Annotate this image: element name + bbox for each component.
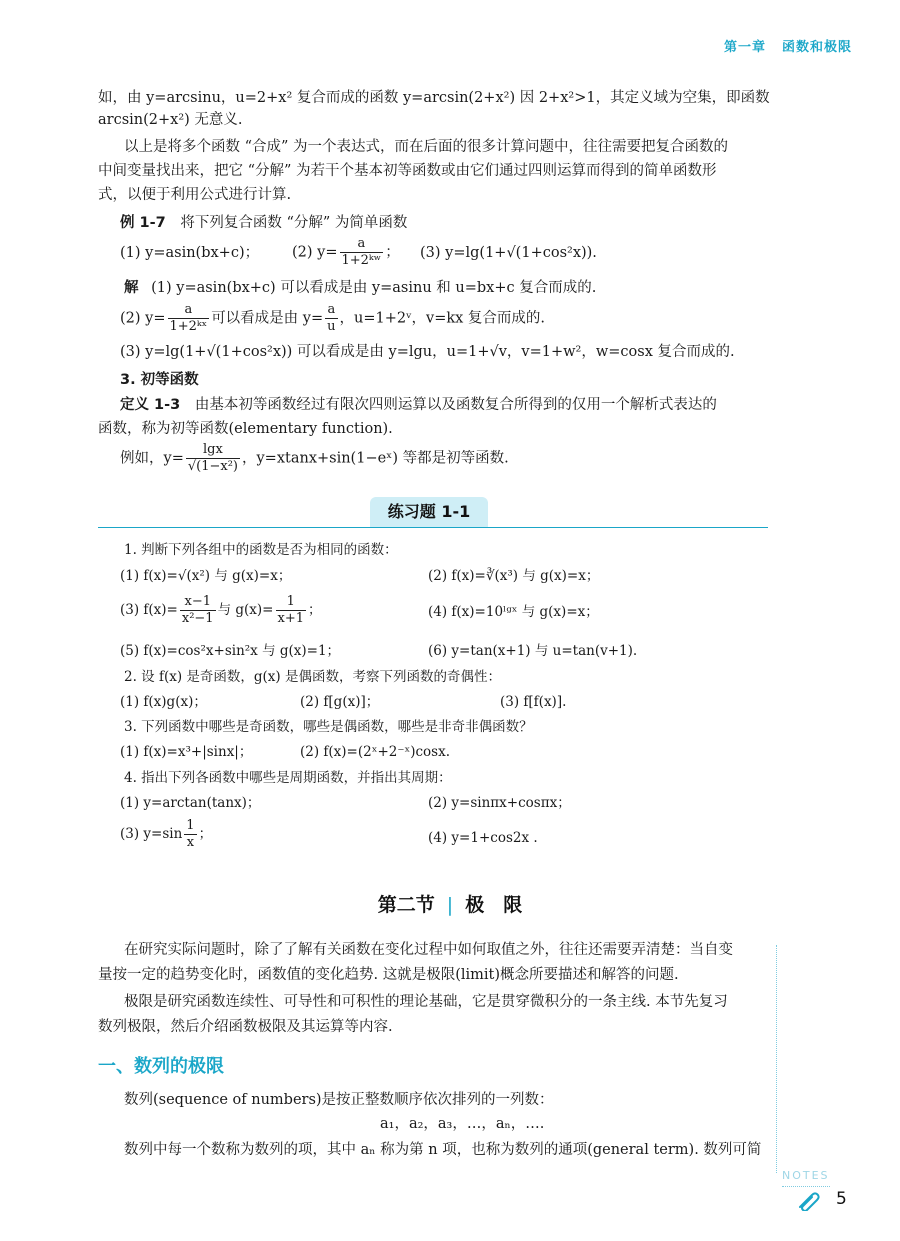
exercise-item: (2) f(x)=∛(x³) 与 g(x)=x； xyxy=(428,568,600,584)
numerator: a xyxy=(168,302,210,319)
exercise-item: (1) y=arctan(tanx)； xyxy=(120,795,261,811)
example-text: 将下列复合函数 “分解” 为简单函数 xyxy=(180,215,408,231)
denominator: 1+2ᵏʷ xyxy=(341,253,382,268)
example-prefix: 例如，y= xyxy=(120,450,184,467)
section-divider: | xyxy=(446,894,454,916)
example-item-2-prefix: (2) y= xyxy=(292,244,338,261)
exercise-question: 3. 下列函数中哪些是奇函数，哪些是偶函数，哪些是非奇非偶函数？ xyxy=(124,719,533,735)
definition-text: 由基本初等函数经过有限次四则运算以及函数复合所得到的仅用一个解析式表达的 xyxy=(194,397,717,413)
exercise-item: (1) f(x)=√(x²) 与 g(x)=x； xyxy=(120,568,292,584)
definition-line-2: 函数，称为初等函数(elementary function). xyxy=(98,421,393,437)
solution-2-suffix: ，u=1+2ᵛ，v=kx 复合而成的. xyxy=(339,310,546,327)
solution-2-prefix: (2) y= xyxy=(120,310,166,327)
exercise-divider xyxy=(98,527,768,528)
denominator: u xyxy=(327,319,336,334)
exercise-item: (1) f(x)=x³+|sinx|； xyxy=(120,744,253,760)
example-item-3: (3) y=lg(1+√(1+cos²x)). xyxy=(420,245,597,261)
exercise-question: 1. 判断下列各组中的函数是否为相同的函数： xyxy=(124,542,398,558)
sequence-formula: a₁，a₂，a₃，…，aₙ，…. xyxy=(380,1116,545,1132)
solution-line-1 xyxy=(124,278,596,298)
solution-label: 解 xyxy=(124,280,139,296)
exercise-item-suffix: ； xyxy=(198,826,213,842)
denominator: x+1 xyxy=(277,611,304,626)
exercise-question: 4. 指出下列各函数中哪些是周期函数，并指出其周期： xyxy=(124,770,452,786)
exercise-item: (1) f(x)g(x)； xyxy=(120,694,207,710)
fraction xyxy=(325,302,337,335)
section-title xyxy=(0,890,900,917)
paperclip-icon xyxy=(796,1189,822,1215)
example-item-2 xyxy=(292,236,400,269)
notes-margin-line xyxy=(776,945,777,1173)
notes-underline xyxy=(782,1186,830,1187)
solution-line-3: (3) y=lg(1+√(1+cos²x)) 可以看成是由 y=lgu，u=1+√v，v=1+w²，w=cosx 复合而成的. xyxy=(120,344,735,360)
exercise-item-prefix: (3) y=sin xyxy=(120,826,183,842)
solution-text: (1) y=asin(bx+c) 可以看成是由 y=asinu 和 u=bx+c 复合而成的. xyxy=(151,280,597,296)
numerator: a xyxy=(340,236,384,253)
paragraph-line: 数列极限，然后介绍函数极限及其运算等内容. xyxy=(98,1019,393,1035)
exercise-item-prefix: (3) f(x)= xyxy=(120,602,178,618)
page-number: 5 xyxy=(836,1189,847,1209)
example-suffix: ，y=xtanx+sin(1−eˣ) 等都是初等函数. xyxy=(241,450,509,467)
fraction xyxy=(186,442,240,475)
solution-line-2 xyxy=(120,302,545,335)
example-item-2-suffix: ； xyxy=(385,244,400,261)
example-line xyxy=(120,442,509,475)
example-item-1: (1) y=asin(bx+c)； xyxy=(120,245,260,261)
denominator: √(1−x²) xyxy=(187,459,238,474)
numerator: 1 xyxy=(276,594,307,611)
section-number: 第二节 xyxy=(377,894,435,916)
paragraph-line: 式，以便于利用公式进行计算. xyxy=(98,187,292,203)
chapter-label: 第一章 xyxy=(723,40,766,55)
denominator: x xyxy=(186,835,195,850)
running-header xyxy=(708,36,852,55)
exercise-item: (2) y=sinπx+cosπx； xyxy=(428,795,571,811)
numerator: a xyxy=(325,302,337,319)
exercise-item: (3) f[f(x)]. xyxy=(500,694,567,710)
paragraph-line: 极限是研究函数连续性、可导性和可积性的理论基础，它是贯穿微积分的一条主线. 本节先复习 xyxy=(124,994,728,1010)
chapter-title: 函数和极限 xyxy=(781,40,852,55)
fraction xyxy=(168,302,210,335)
definition-line-1 xyxy=(120,395,717,415)
exercise-title: 练习题 1-1 xyxy=(370,497,488,527)
paragraph-line: 中间变量找出来，把它 “分解” 为若干个基本初等函数或由它们通过四则运算而得到的简单函数形 xyxy=(98,163,717,179)
exercise-item: (5) f(x)=cos²x+sin²x 与 g(x)=1； xyxy=(120,643,341,659)
paragraph-line: 如，由 y=arcsinu，u=2+x² 复合而成的函数 y=arcsin(2+x²) 因 2+x²>1，其定义域为空集，即函数 xyxy=(98,90,770,106)
exercise-item: (6) y=tan(x+1) 与 u=tan(v+1). xyxy=(428,643,638,659)
fraction xyxy=(184,818,196,851)
fraction xyxy=(276,594,307,627)
fraction xyxy=(180,594,216,627)
exercise-item xyxy=(120,594,322,627)
subsection-title: 一、数列的极限 xyxy=(98,1056,224,1077)
exercise-item xyxy=(120,818,212,851)
paragraph-line: 数列(sequence of numbers)是按正整数顺序依次排列的一列数： xyxy=(124,1092,554,1108)
subsection-heading: 3. 初等函数 xyxy=(120,372,199,388)
paragraph-line: 数列中每一个数称为数列的项，其中 aₙ 称为第 n 项，也称为数列的通项(general term). 数列可简 xyxy=(124,1142,762,1158)
exercise-item: (2) f[g(x)]； xyxy=(300,694,380,710)
notes-label: NOTES xyxy=(782,1169,830,1182)
exercise-item: (2) f(x)=(2ˣ+2⁻ˣ)cosx. xyxy=(300,744,450,760)
paragraph-line: arcsin(2+x²) 无意义. xyxy=(98,112,243,128)
definition-label: 定义 1-3 xyxy=(120,397,181,413)
solution-2-middle: 可以看成是由 y= xyxy=(211,310,324,327)
paragraph-line: 以上是将多个函数 “合成” 为一个表达式，而在后面的很多计算问题中，往往需要把复合函数的 xyxy=(124,139,729,155)
section-name: 极 限 xyxy=(465,894,523,916)
numerator: x−1 xyxy=(180,594,216,611)
fraction xyxy=(340,236,384,269)
denominator: x²−1 xyxy=(181,611,214,626)
exercise-item-middle: 与 g(x)= xyxy=(217,602,274,618)
paragraph-line: 在研究实际问题时，除了了解有关函数在变化过程中如何取值之外，往往还需要弄清楚：当自变 xyxy=(124,942,733,958)
exercise-item-suffix: ； xyxy=(308,602,322,618)
paragraph-line: 量按一定的趋势变化时，函数值的变化趋势. 这就是极限(limit)概念所要描述和解答的问题. xyxy=(98,967,679,983)
numerator: 1 xyxy=(186,818,195,833)
numerator: lgx xyxy=(186,442,240,459)
example-heading xyxy=(120,213,407,233)
exercise-item: (4) f(x)=10ˡᵍˣ 与 g(x)=x； xyxy=(428,604,599,620)
exercise-item: (4) y=1+cos2x . xyxy=(428,830,538,846)
exercise-question: 2. 设 f(x) 是奇函数，g(x) 是偶函数，考察下列函数的奇偶性： xyxy=(124,669,501,685)
denominator: 1+2ᵏˣ xyxy=(169,319,208,334)
example-label: 例 1-7 xyxy=(120,215,166,231)
